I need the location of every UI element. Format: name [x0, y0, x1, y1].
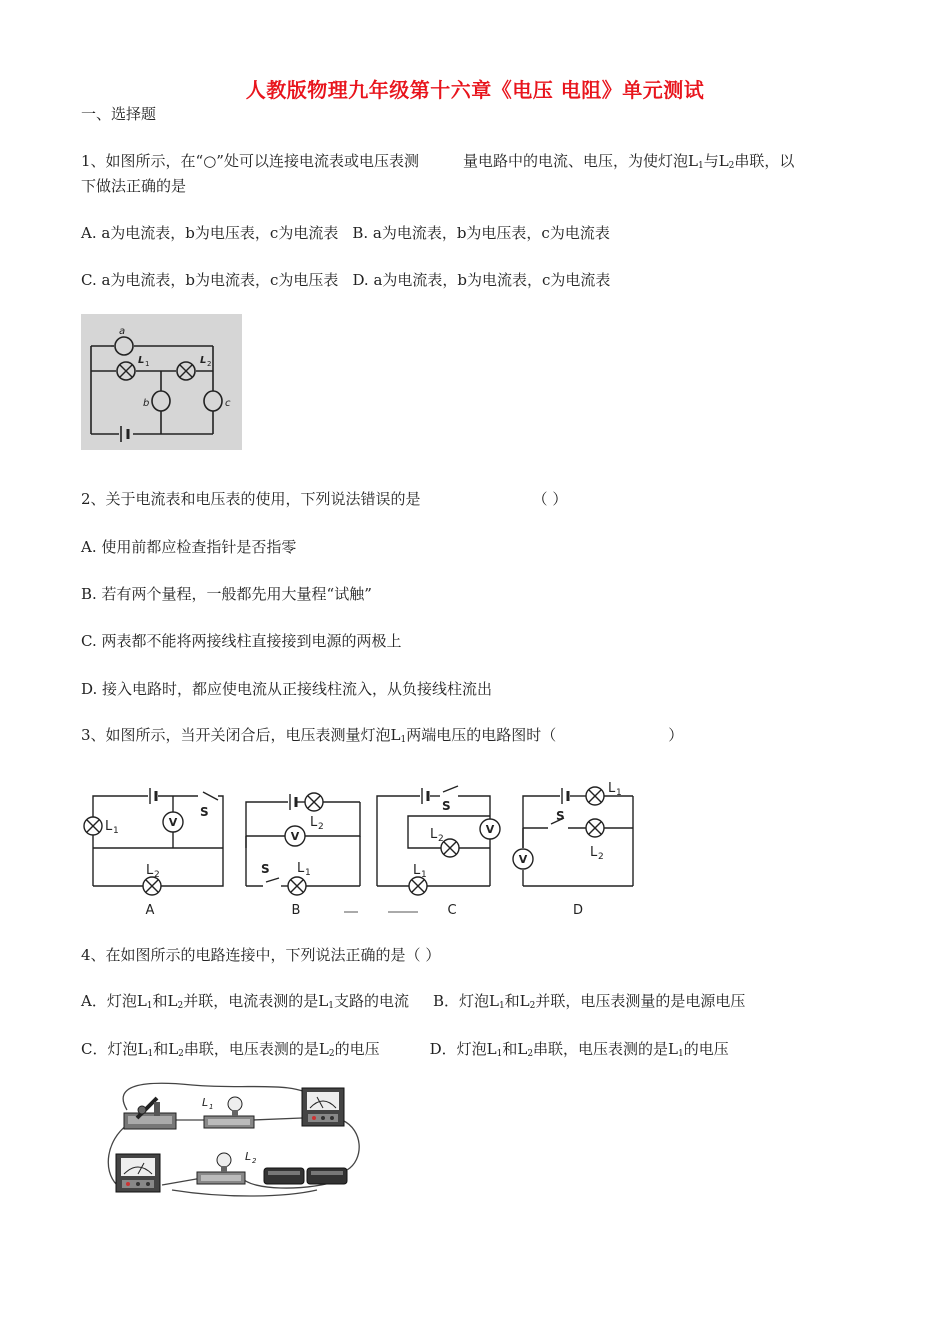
q2-option-c: C. 两表都不能将两接线柱直接接到电源的两极上	[81, 632, 402, 650]
lamp-l2-board-icon	[197, 1153, 245, 1184]
circuit-label-c: C	[447, 903, 457, 918]
q2-stem-line	[81, 488, 567, 509]
q4-b-3: 并联，电压表测量的是电源电压	[535, 992, 746, 1010]
s-label-b: S	[261, 862, 270, 876]
q4-c-sub2: 2	[178, 1049, 184, 1059]
battery-pack-icon	[264, 1168, 347, 1184]
q4-stem: 4、在如图所示的电路连接中，下列说法正确的是（ ）	[81, 946, 441, 964]
battery-icon	[121, 426, 128, 442]
q1-circuit-diagram	[81, 314, 242, 450]
lamp-l1-icon	[117, 362, 135, 380]
fig-label-l1-sub: 1	[145, 360, 150, 368]
l-sub-d1: 1	[616, 788, 622, 798]
fig-label-a: a	[119, 326, 126, 337]
voltmeter-icons	[163, 812, 533, 869]
l-label-c2: L	[430, 827, 438, 842]
voltmeter-icon	[302, 1088, 344, 1126]
q4-options-row2	[81, 1038, 729, 1059]
section-heading: 一、选择题	[81, 105, 157, 123]
circuit-label-b: B	[291, 903, 301, 918]
q4-b-2: 和L	[504, 992, 530, 1010]
q4-c-1: C．灯泡L	[81, 1040, 148, 1058]
q4-d-4: 的电压	[683, 1040, 729, 1058]
q2-option-d: D. 接入电路时，都应使电流从正接线柱流入，从负接线柱流出	[81, 680, 493, 698]
l-label-b1: L	[297, 861, 305, 876]
q1-stem-part1: 1、如图所示，在“○”处可以连接电流表或电压表测	[81, 152, 419, 170]
lamp-l1-board-icon	[204, 1097, 254, 1128]
q1-stem-part3: 与L	[703, 152, 729, 170]
q1-stem-line2: 下做法正确的是	[81, 177, 187, 195]
l-sub-a1: 1	[113, 826, 119, 836]
q4-b-sub1: 1	[498, 1001, 505, 1011]
q1-option-d: D. a为电流表，b为电流表，c为电流表	[352, 271, 611, 289]
q4-c-3: 串联，电压表测的是L	[183, 1040, 329, 1058]
q4-circuit-photo	[102, 1080, 364, 1198]
q1-option-a: A. a为电流表，b为电压表，c为电流表	[81, 224, 339, 242]
q3-bracket-end: ）	[668, 726, 684, 744]
l-label-d2: L	[590, 845, 598, 860]
l-sub-d2: 2	[598, 852, 604, 862]
q3-sub: 1	[400, 735, 407, 745]
l-sub-b2: 2	[318, 822, 324, 832]
ammeter-icon	[116, 1154, 160, 1192]
q2-bracket: （ ）	[532, 490, 568, 508]
q4-d-3: 串联，电压表测的是L	[533, 1040, 679, 1058]
q4-a-sub1: 1	[146, 1001, 153, 1011]
meter-c-icon	[204, 391, 222, 411]
q4-fig-l2: L	[245, 1150, 252, 1163]
q4-b-1: B．灯泡L	[432, 992, 499, 1010]
q4-b-sub2: 2	[529, 1001, 536, 1011]
q4-d-sub1: 1	[496, 1049, 503, 1059]
q4-fig-l2-sub: 2	[252, 1157, 257, 1165]
v-label-b: V	[290, 830, 300, 843]
l-sub-a2: 2	[154, 870, 160, 880]
q2-option-a: A. 使用前都应检查指针是否指零	[81, 538, 297, 556]
fig-label-l2: L	[200, 355, 207, 366]
fig-label-b: b	[143, 398, 150, 409]
q4-a-4: 支路的电流	[333, 992, 409, 1010]
q4-d-2: 和L	[502, 1040, 528, 1058]
q4-c-sub3: 2	[328, 1049, 335, 1059]
circuit-label-d: D	[572, 903, 584, 918]
meter-a-icon	[115, 337, 133, 355]
v-label-c: V	[485, 823, 495, 836]
circuit-label-a: A	[145, 903, 155, 918]
q3-stem-a: 3、如图所示，当开关闭合后，电压表测量灯泡L	[81, 726, 401, 744]
q4-a-3: 并联，电流表测的是L	[183, 992, 329, 1010]
q3-circuits-figure	[78, 778, 648, 920]
q3-circuits-svg	[78, 778, 648, 920]
q1-options-row1	[81, 222, 610, 243]
q4-c-4: 的电压	[334, 1040, 380, 1058]
l-sub-c2: 2	[438, 834, 444, 844]
page-title: 人教版物理九年级第十六章《电压 电阻》单元测试	[245, 78, 705, 102]
s-label-d: S	[556, 809, 565, 823]
q4-c-sub1: 1	[147, 1049, 154, 1059]
q2-stem: 2、关于电流表和电压表的使用，下列说法错误的是	[81, 490, 421, 508]
q1-stem-part2: 量电路中的电流、电压，为使灯泡L	[462, 152, 698, 170]
q4-fig-l1: L	[202, 1096, 209, 1109]
fig-label-l2-sub: 2	[207, 360, 212, 368]
q1-sub1: 1	[697, 161, 704, 171]
q4-d-1: D．灯泡L	[429, 1040, 497, 1058]
switch-icon	[124, 1098, 176, 1129]
q4-circuit-svg	[102, 1080, 364, 1198]
q3-stem-b: 两端电压的电路图时（	[406, 726, 557, 744]
q1-option-c: C. a为电流表，b为电流表，c为电压表	[81, 271, 339, 289]
q4-a-sub2: 2	[177, 1001, 184, 1011]
q1-stem-line1	[81, 150, 794, 171]
q4-options-row1	[81, 990, 745, 1011]
battery-icons	[150, 788, 568, 810]
q4-d-sub2: 2	[527, 1049, 534, 1059]
q2-option-b: B. 若有两个量程，一般都先用大量程“试触”	[81, 585, 372, 603]
q1-sub2: 2	[728, 161, 735, 171]
s-label-c: S	[442, 799, 451, 813]
q3-stem-line	[81, 724, 683, 745]
l-label-b2: L	[310, 815, 318, 830]
meter-b-icon	[152, 391, 170, 411]
q1-circuit-figure	[81, 314, 242, 450]
q1-options-row2	[81, 269, 610, 290]
fig-label-l1: L	[138, 355, 145, 366]
s-label-a: S	[200, 805, 209, 819]
l-sub-c1: 1	[421, 870, 427, 880]
q4-a-2: 和L	[152, 992, 178, 1010]
q4-c-2: 和L	[153, 1040, 179, 1058]
q4-fig-l1-sub: 1	[209, 1103, 214, 1111]
lamp-icons	[84, 787, 604, 895]
l-label-a1: L	[105, 819, 113, 834]
q1-option-b: B. a为电流表，b为电压表，c为电流表	[352, 224, 610, 242]
v-label-d: V	[518, 853, 528, 866]
q4-a-1: A．灯泡L	[81, 992, 147, 1010]
l-label-c1: L	[413, 863, 421, 878]
q4-a-sub3: 1	[328, 1001, 334, 1011]
l-sub-b1: 1	[305, 868, 311, 878]
lamp-l2-icon	[177, 362, 195, 380]
v-label-a: V	[168, 816, 178, 829]
l-label-a2: L	[146, 863, 154, 878]
q1-stem-part4: 串联，以	[734, 152, 795, 170]
q4-d-sub3: 1	[678, 1049, 684, 1059]
fig-label-c: c	[225, 398, 231, 409]
l-label-d1: L	[608, 781, 616, 796]
